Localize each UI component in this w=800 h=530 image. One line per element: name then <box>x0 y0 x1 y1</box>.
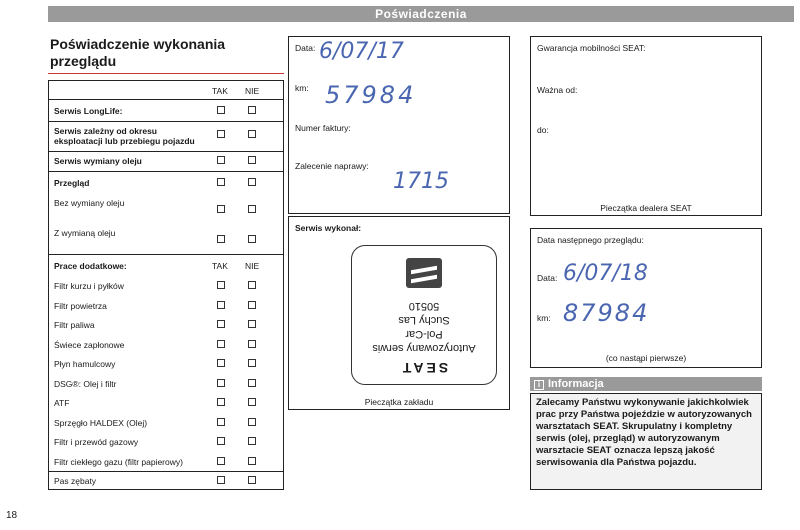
info-header: i Informacja <box>530 377 762 391</box>
heading-underline <box>48 73 284 74</box>
info-icon: i <box>534 380 544 390</box>
checkbox-nie[interactable] <box>248 320 256 328</box>
workshop-stamp-caption: Pieczątka zakładu <box>364 397 434 407</box>
checkbox-nie[interactable] <box>248 379 256 387</box>
page-number: 18 <box>6 510 18 521</box>
prace-row-label: Świece zapłonowe <box>54 339 125 350</box>
checkbox-tak[interactable] <box>217 205 225 213</box>
checkbox-nie[interactable] <box>248 130 256 138</box>
checkbox-tak[interactable] <box>217 281 225 289</box>
whichever-first-note: (co nastąpi pierwsze) <box>605 353 687 363</box>
checkbox-tak[interactable] <box>217 301 225 309</box>
prace-row-label: Filtr powietrza <box>54 300 107 311</box>
km-label: km: <box>295 83 309 93</box>
next-km-value: 87984 <box>563 299 650 327</box>
prace-row-label: Filtr kurzu i pyłków <box>54 281 124 291</box>
checkbox-tak[interactable] <box>217 156 225 164</box>
checkbox-nie[interactable] <box>248 301 256 309</box>
checkbox-tak[interactable] <box>217 379 225 387</box>
section-banner: Poświadczenia <box>48 6 794 22</box>
next-service-title: Data następnego przeglądu: <box>537 235 644 245</box>
checkbox-tak[interactable] <box>217 457 225 465</box>
repair-label: Zalecenie naprawy: <box>295 161 369 171</box>
valid-to-label: do: <box>537 125 549 135</box>
prace-row-label: Pas zębaty <box>54 476 97 486</box>
checkbox-tak[interactable] <box>217 418 225 426</box>
prace-row-label: Filtr ciekłego gazu (filtr papierowy) <box>54 456 183 467</box>
checkbox-nie[interactable] <box>248 235 256 243</box>
checkbox-nie[interactable] <box>248 106 256 114</box>
checkbox-nie[interactable] <box>248 281 256 289</box>
prace-row-label: Filtr i przewód gazowy <box>54 437 139 447</box>
prace-row-label: Filtr paliwa <box>54 320 95 330</box>
checkbox-nie[interactable] <box>248 359 256 367</box>
checkbox-tak[interactable] <box>217 235 225 243</box>
km-value: 57984 <box>325 81 417 109</box>
checkbox-tak[interactable] <box>217 359 225 367</box>
checkbox-nie[interactable] <box>248 398 256 406</box>
checkbox-nie[interactable] <box>248 437 256 445</box>
prace-row-label: ATF <box>54 398 70 408</box>
next-date-value: 6/07/18 <box>563 261 648 286</box>
checkbox-tak[interactable] <box>217 340 225 348</box>
prace-row-label: Sprzęgło HALDEX (Olej) <box>54 417 148 428</box>
prace-row-label: DSG®: Olej i filtr <box>54 378 117 389</box>
checkbox-nie[interactable] <box>248 457 256 465</box>
invoice-label: Numer faktury: <box>295 123 351 133</box>
workshop-box <box>288 216 510 410</box>
data-value: 6/07/17 <box>319 39 404 64</box>
service-details-box <box>288 36 510 214</box>
data-label: Data: <box>295 43 316 53</box>
col-nie: NIE <box>245 86 260 96</box>
next-service-box <box>530 228 762 368</box>
col-tak: TAK <box>212 86 228 96</box>
checkbox-tak[interactable] <box>217 106 225 114</box>
checkbox-nie[interactable] <box>248 205 256 213</box>
checkbox-tak[interactable] <box>217 320 225 328</box>
workshop-stamp: SEAT Autoryzowany serwis Pol-Car Suchy Las 50510 <box>351 245 497 385</box>
checkbox-nie[interactable] <box>248 178 256 186</box>
info-text: Zalecamy Państwu wykonywanie jakichkolwiek prac przy Państwa pojeździe w autoryzowanych warsztatach SEAT. Skrupulatny i kompletny serwis (olej, przegląd) w autoryzowanym warsztacie SEAT oznacza lepszą jakość serwisowania dla Państwa pojazdu. <box>530 393 762 490</box>
repair-value: 1715 <box>393 169 449 194</box>
mobility-title: Gwarancja mobilności SEAT: <box>537 43 646 53</box>
checkbox-tak[interactable] <box>217 178 225 186</box>
mobility-guarantee-box <box>530 36 762 216</box>
checkbox-nie[interactable] <box>248 156 256 164</box>
next-date-label: Data: <box>537 273 558 283</box>
checkbox-tak[interactable] <box>217 437 225 445</box>
checkbox-nie[interactable] <box>248 476 256 484</box>
page-heading: Poświadczenie wykonania przeglądu <box>50 36 226 69</box>
dealer-stamp-caption: Pieczątka dealera SEAT <box>600 203 692 213</box>
serwis-label: Serwis wykonał: <box>295 223 362 233</box>
checkbox-tak[interactable] <box>217 398 225 406</box>
seat-logo-icon <box>406 258 442 288</box>
valid-from-label: Ważna od: <box>537 85 578 95</box>
service-table: TAK NIE Serwis LongLife: Serwis zależny od okresu eksploatacji lub przebiegu pojazdu Serwis wymiany oleju Przegląd Bez wymiany oleju Z wymianą oleju Prace dodatkowe: TAK NIE Filtr kurzu i pyłków Filtr powietrza Filtr paliwa Świece zapłonowe Płyn hamulcowy DSG®: Olej i filtr ATF Sprzęgło HALDEX (Olej) Filtr i przewód gazowy Filtr ciekłego gazu (filtr papierowy) Pas zębaty <box>48 80 284 490</box>
checkbox-tak[interactable] <box>217 130 225 138</box>
checkbox-tak[interactable] <box>217 476 225 484</box>
checkbox-nie[interactable] <box>248 418 256 426</box>
prace-row-label: Płyn hamulcowy <box>54 359 116 369</box>
next-km-label: km: <box>537 313 551 323</box>
checkbox-nie[interactable] <box>248 340 256 348</box>
